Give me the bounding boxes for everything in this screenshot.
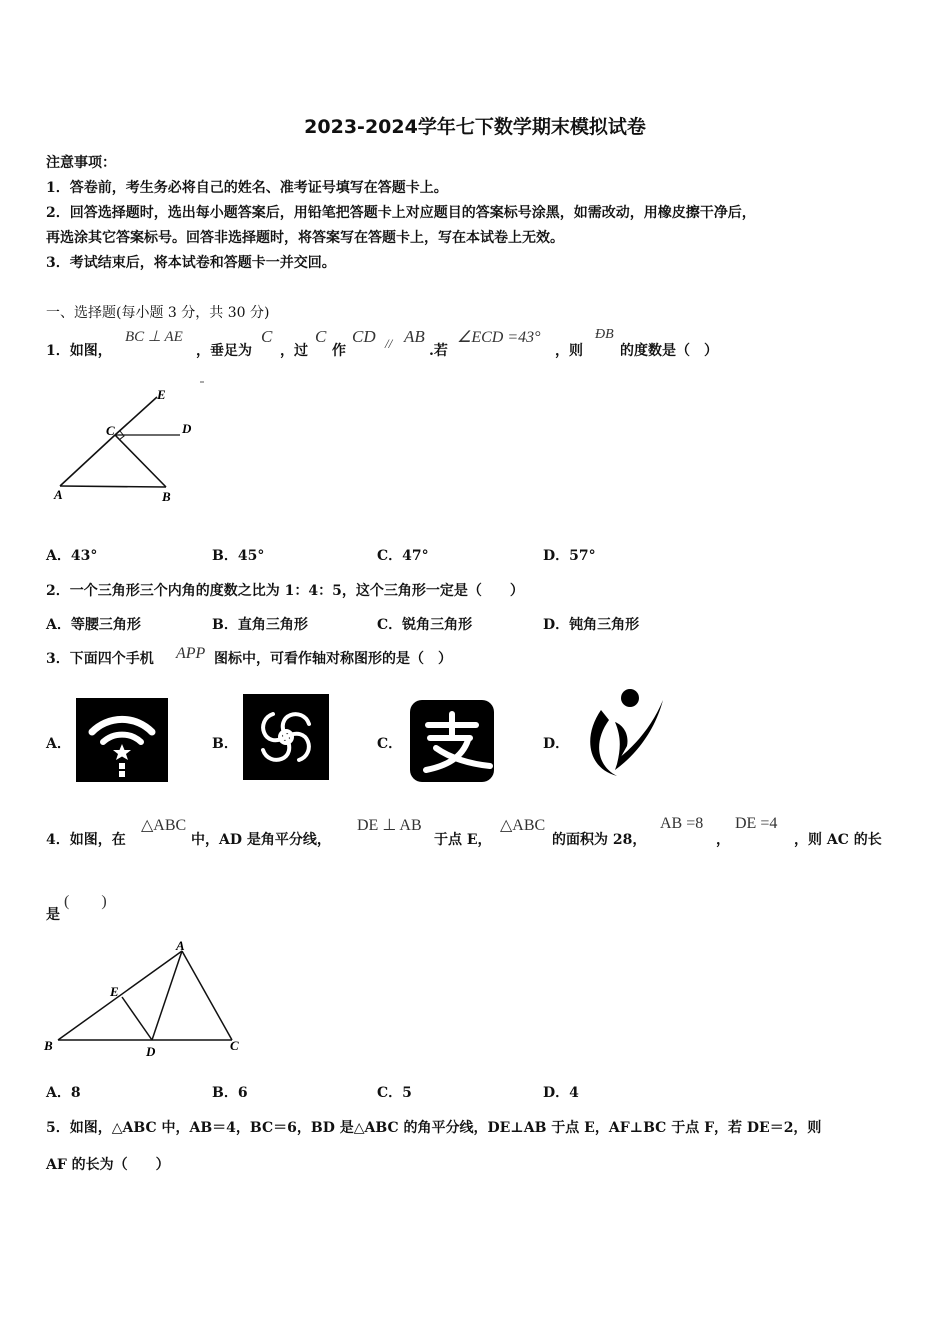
q1-option-d[interactable]: D．57° xyxy=(543,548,596,564)
label-d: D xyxy=(146,1044,156,1059)
q1-option-c[interactable]: C．47° xyxy=(377,548,429,564)
section-heading: 一、选择题(每小题 3 分，共 30 分) xyxy=(46,305,270,321)
q4-math: △ABC xyxy=(141,817,187,834)
q2-option-b[interactable]: B．直角三角形 xyxy=(212,617,308,633)
label-b: B xyxy=(162,489,171,504)
q1-math: C xyxy=(261,327,273,346)
q2-option-d[interactable]: D．钝角三角形 xyxy=(543,617,640,633)
q5-line2: AF 的长为（ ） xyxy=(46,1157,170,1173)
q4-text: 于点 E， xyxy=(434,832,492,848)
line-ad xyxy=(152,951,182,1040)
swirl-icon[interactable] xyxy=(243,694,329,780)
q4-math: ( ) xyxy=(64,893,107,910)
q4-prefix: 4．如图，在 xyxy=(46,832,126,848)
q3-suffix: 图标中，可看作轴对称图形的是（ ） xyxy=(214,651,452,667)
q2-option-c[interactable]: C．锐角三角形 xyxy=(377,617,473,633)
q4-figure xyxy=(40,938,255,1063)
notice-item: 2．回答选择题时，选出每小题答案后，用铅笔把答题卡上对应题目的答案标号涂黑，如需改动，用橡皮擦干净后， xyxy=(46,205,756,221)
q3-option-b[interactable]: B． xyxy=(212,736,238,752)
q1-math: ∠ECD =43° xyxy=(457,329,541,346)
q1-option-b[interactable]: B．45° xyxy=(212,548,265,564)
label-c: C xyxy=(230,1038,239,1053)
q4-text: 的面积为 28， xyxy=(552,832,647,848)
q4-text: ， xyxy=(716,832,730,848)
person-swoosh-icon[interactable] xyxy=(575,684,667,782)
line-ab xyxy=(60,486,166,487)
label-e: E xyxy=(157,387,166,402)
q1-prefix: 1．如图， xyxy=(46,343,112,359)
notice-item: 再选涂其它答案标号。回答非选择题时，将答案写在答题卡上，写在本试卷上无效。 xyxy=(46,230,564,246)
q1-text: ，则 xyxy=(555,343,583,359)
label-c: C xyxy=(106,423,115,438)
q3-math: APP xyxy=(176,645,206,662)
notice-heading: 注意事项： xyxy=(46,155,116,171)
q4-math: DE =4 xyxy=(735,815,778,832)
label-e: E xyxy=(110,984,119,999)
page-title: 2023-2024学年七下数学期末模拟试卷 xyxy=(304,116,646,138)
q4-option-d[interactable]: D．4 xyxy=(543,1085,579,1101)
q1-math: ÐB xyxy=(595,327,614,342)
line-ba xyxy=(58,951,182,1040)
q4-math: △ABC xyxy=(500,817,546,834)
line-ce xyxy=(115,397,157,435)
line-cb xyxy=(115,435,166,487)
line-ac xyxy=(182,951,232,1040)
q1-text: ，过 xyxy=(280,343,308,359)
q3-prefix: 3．下面四个手机 xyxy=(46,651,154,667)
q1-text: ，垂足为 xyxy=(196,343,252,359)
q1-math: // xyxy=(385,336,393,351)
q4-math: AB =8 xyxy=(660,815,704,832)
q4-option-c[interactable]: C．5 xyxy=(377,1085,412,1101)
q1-math: AB xyxy=(404,327,425,346)
q2-option-a[interactable]: A．等腰三角形 xyxy=(46,617,141,633)
q1-math: CD xyxy=(352,327,376,346)
line-ac xyxy=(60,435,115,486)
notice-item: 1．答卷前，考生务必将自己的姓名、准考证号填写在答题卡上。 xyxy=(46,180,448,196)
q2-text: 2．一个三角形三个内角的度数之比为 1：4：5，这个三角形一定是（ ） xyxy=(46,583,524,599)
q4-math: DE ⊥ AB xyxy=(357,817,422,834)
alipay-icon[interactable] xyxy=(410,700,494,782)
q3-option-c[interactable]: C． xyxy=(377,736,403,752)
label-a: A xyxy=(176,938,185,953)
q1-text: 的度数是（ ） xyxy=(620,343,718,359)
line-ed xyxy=(122,997,152,1040)
q4-option-b[interactable]: B．6 xyxy=(212,1085,248,1101)
q5-line1: 5．如图，△ABC 中，AB＝4，BC＝6，BD 是△ABC 的角平分线，DE⊥AB 于点 E，AF⊥BC 于点 F，若 DE＝2，则 xyxy=(46,1120,822,1136)
q3-option-d[interactable]: D． xyxy=(543,736,570,752)
q1-figure xyxy=(40,375,220,510)
q1-text: 作 xyxy=(332,343,346,359)
label-b: B xyxy=(44,1038,53,1053)
q4-text: ，则 AC 的长 xyxy=(794,832,882,848)
q4-text: 中，AD 是角平分线， xyxy=(191,832,331,848)
q3-option-a[interactable]: A． xyxy=(46,736,71,752)
q1-math: BC ⊥ AE xyxy=(125,329,183,345)
label-d: D xyxy=(182,421,192,436)
q1-option-a[interactable]: A．43° xyxy=(46,548,98,564)
notice-item: 3．考试结束后，将本试卷和答题卡一并交回。 xyxy=(46,255,336,271)
q1-text: .若 xyxy=(429,343,448,359)
q4-line2: 是 xyxy=(46,907,60,923)
q4-option-a[interactable]: A．8 xyxy=(46,1085,81,1101)
wifi-star-icon[interactable] xyxy=(76,698,168,782)
q1-math: C xyxy=(315,327,327,346)
label-a: A xyxy=(54,487,63,502)
